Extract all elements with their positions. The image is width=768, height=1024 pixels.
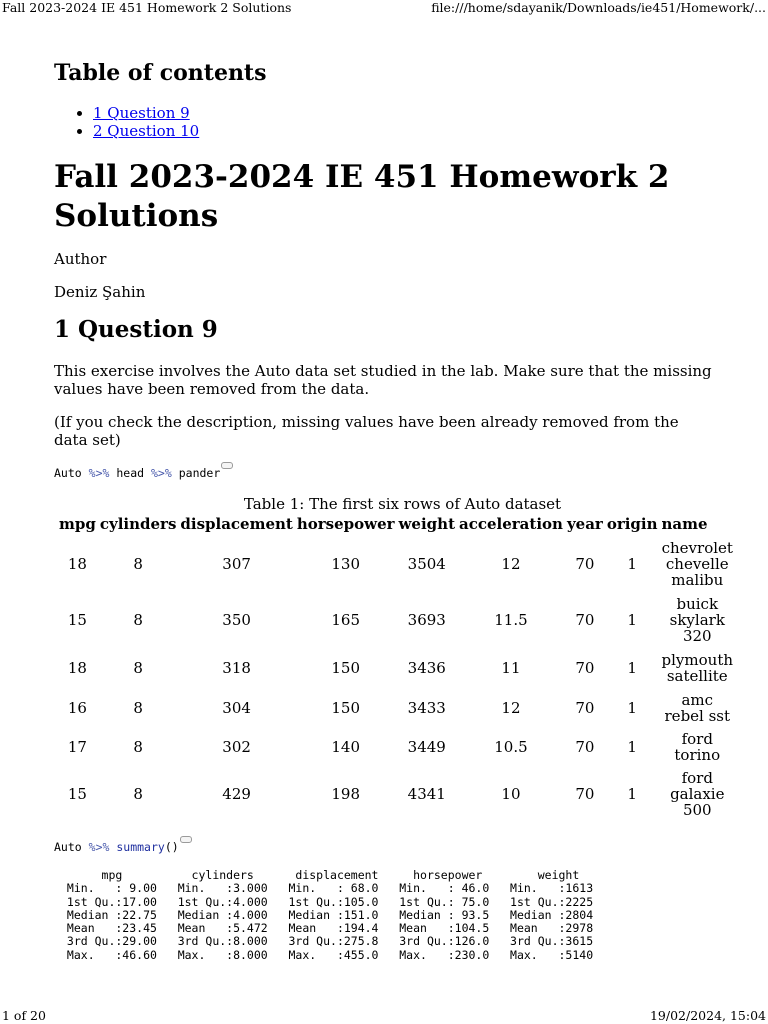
table-row [57,728,735,766]
cell-origin: 1 [627,555,637,573]
table-header-row [57,512,735,536]
column-header: cylinders [99,515,177,533]
cell-mpg: 15 [67,611,87,629]
cell-cylinders: 8 [133,738,143,756]
cell-displacement: 318 [222,659,251,677]
cell-acceleration: 11 [501,659,521,677]
code-object: Auto [54,466,82,480]
cell-name-line: 320 [682,627,712,645]
print-header-url: file:///home/sdayanik/Downloads/ie451/Homework/... [431,0,766,15]
code-function: pander [178,466,221,480]
cell-name-line: galaxie [670,785,725,803]
code-block-summary [54,840,192,854]
cell-mpg: 17 [67,738,87,756]
cell-displacement: 304 [222,699,251,717]
cell-mpg: 18 [67,659,87,677]
document-title: Fall 2023-2024 IE 451 Homework 2 Solutions [54,159,670,234]
table-caption: Table 1: The first six rows of Auto dataset [243,495,562,513]
cell-name-line: plymouth [661,651,734,669]
cell-acceleration: 10.5 [494,738,528,756]
column-header: displacement [180,515,293,533]
cell-mpg: 18 [67,555,87,573]
table-row [57,648,735,688]
table-row [57,536,735,592]
column-header: name [661,515,708,533]
cell-name-line: malibu [671,571,724,589]
column-header: mpg [59,515,96,533]
cell-origin: 1 [627,785,637,803]
toc-item [93,104,199,122]
column-header: weight [398,515,455,533]
toc-link-question-9[interactable]: 1 Question 9 [93,104,190,122]
page-counter: 1 of 20 [2,1008,46,1023]
cell-horsepower: 150 [331,699,360,717]
cell-name-line: skylark [669,611,725,629]
code-function: summary [116,840,165,854]
cell-year: 70 [575,555,595,573]
cell-cylinders: 8 [133,699,143,717]
cell-name-line: amc [681,691,714,709]
summary-output: mpg cylinders displacement horsepower weight Min. : 9.00 Min. :3.000 Min. : 68.0 Min. : 46.0 Min. :1613 1st Qu.:17.00 1st Qu.:4.000 1st Qu.:105.0 1st Qu.: 75.0 1st Qu.:2225 Median :22.75 Median :4.000 Median :151.0 Median : 93.5 Median :2804 Mean :23.45 Mean :5.472 Mean :194.4 Mean :104.5 Mean :2978 3rd Qu.:29.00 3rd Qu.:8.000 3rd Qu.:275.8 3rd Qu.:126.0 3rd Qu.:3615 Max. :46.60 Max. :8.000 Max. :455.0 Max. :230.0 Max. :5140 [66,868,594,962]
question-paragraph: This exercise involves the Auto data set studied in the lab. Make sure that the missing values have been removed from the data. [54,362,712,398]
note-paragraph: (If you check the description, missing values have been already removed from the data set) [54,413,679,449]
code-pipe-operator: %>% [151,466,172,480]
cell-name-line: buick [676,595,719,613]
copy-code-icon[interactable] [180,836,192,843]
cell-displacement: 350 [222,611,251,629]
cell-horsepower: 165 [331,611,360,629]
cell-name-line: satellite [666,667,728,685]
code-object: Auto [54,840,82,854]
cell-weight: 3436 [407,659,446,677]
print-timestamp: 19/02/2024, 15:04 [649,1008,766,1023]
cell-horsepower: 150 [331,659,360,677]
toc-heading: Table of contents [54,60,267,86]
toc-list [74,104,199,140]
cell-horsepower: 130 [331,555,360,573]
code-parens: () [164,840,179,854]
cell-name-line: 500 [682,801,712,819]
cell-weight: 3504 [407,555,446,573]
auto-table-container [54,512,734,822]
copy-code-icon[interactable] [221,462,233,469]
cell-origin: 1 [627,699,637,717]
cell-cylinders: 8 [133,659,143,677]
table-row [57,688,735,728]
cell-name-line: chevelle [665,555,729,573]
cell-cylinders: 8 [133,785,143,803]
cell-weight: 3693 [407,611,446,629]
cell-year: 70 [575,611,595,629]
cell-origin: 1 [627,611,637,629]
cell-mpg: 15 [67,785,87,803]
cell-year: 70 [575,785,595,803]
toc-link-question-10[interactable]: 2 Question 10 [93,122,200,140]
cell-name [660,688,735,728]
cell-name [660,766,735,822]
column-header: acceleration [459,515,563,533]
cell-weight: 4341 [407,785,446,803]
code-pipe-operator: %>% [88,840,110,854]
auto-table [57,512,735,822]
table-row [57,592,735,648]
cell-acceleration: 10 [501,785,521,803]
cell-acceleration: 12 [501,699,521,717]
cell-name-line: ford [681,769,713,787]
cell-name-line: ford [681,730,713,748]
code-block-head [54,466,233,480]
cell-year: 70 [575,738,595,756]
table-body [57,536,735,822]
cell-horsepower: 198 [331,785,360,803]
column-header: year [566,515,603,533]
cell-displacement: 302 [222,738,251,756]
cell-year: 70 [575,659,595,677]
cell-name-line: rebel sst [664,707,731,725]
cell-name [660,592,735,648]
cell-name [660,536,735,592]
cell-name [660,728,735,766]
cell-weight: 3449 [407,738,446,756]
code-pipe-operator: %>% [88,466,110,480]
column-header: origin [606,515,658,533]
cell-name [660,648,735,688]
print-footer [0,1008,768,1024]
cell-name-line: torino [674,746,721,764]
print-header [0,0,768,16]
cell-year: 70 [575,699,595,717]
cell-origin: 1 [627,659,637,677]
cell-cylinders: 8 [133,555,143,573]
cell-acceleration: 11.5 [494,611,528,629]
cell-acceleration: 12 [501,555,521,573]
cell-origin: 1 [627,738,637,756]
cell-name-line: chevrolet [661,539,733,557]
column-header: horsepower [296,515,395,533]
cell-weight: 3433 [407,699,446,717]
table-row [57,766,735,822]
cell-cylinders: 8 [133,611,143,629]
code-function: head [116,466,145,480]
author-label: Author [54,250,107,268]
cell-displacement: 429 [222,785,251,803]
toc-item [93,122,199,140]
cell-horsepower: 140 [331,738,360,756]
section-heading-question-9: 1 Question 9 [54,316,218,343]
author-name: Deniz Şahin [54,283,146,301]
print-header-title: Fall 2023-2024 IE 451 Homework 2 Solutions [2,0,292,15]
cell-displacement: 307 [222,555,251,573]
cell-mpg: 16 [67,699,87,717]
